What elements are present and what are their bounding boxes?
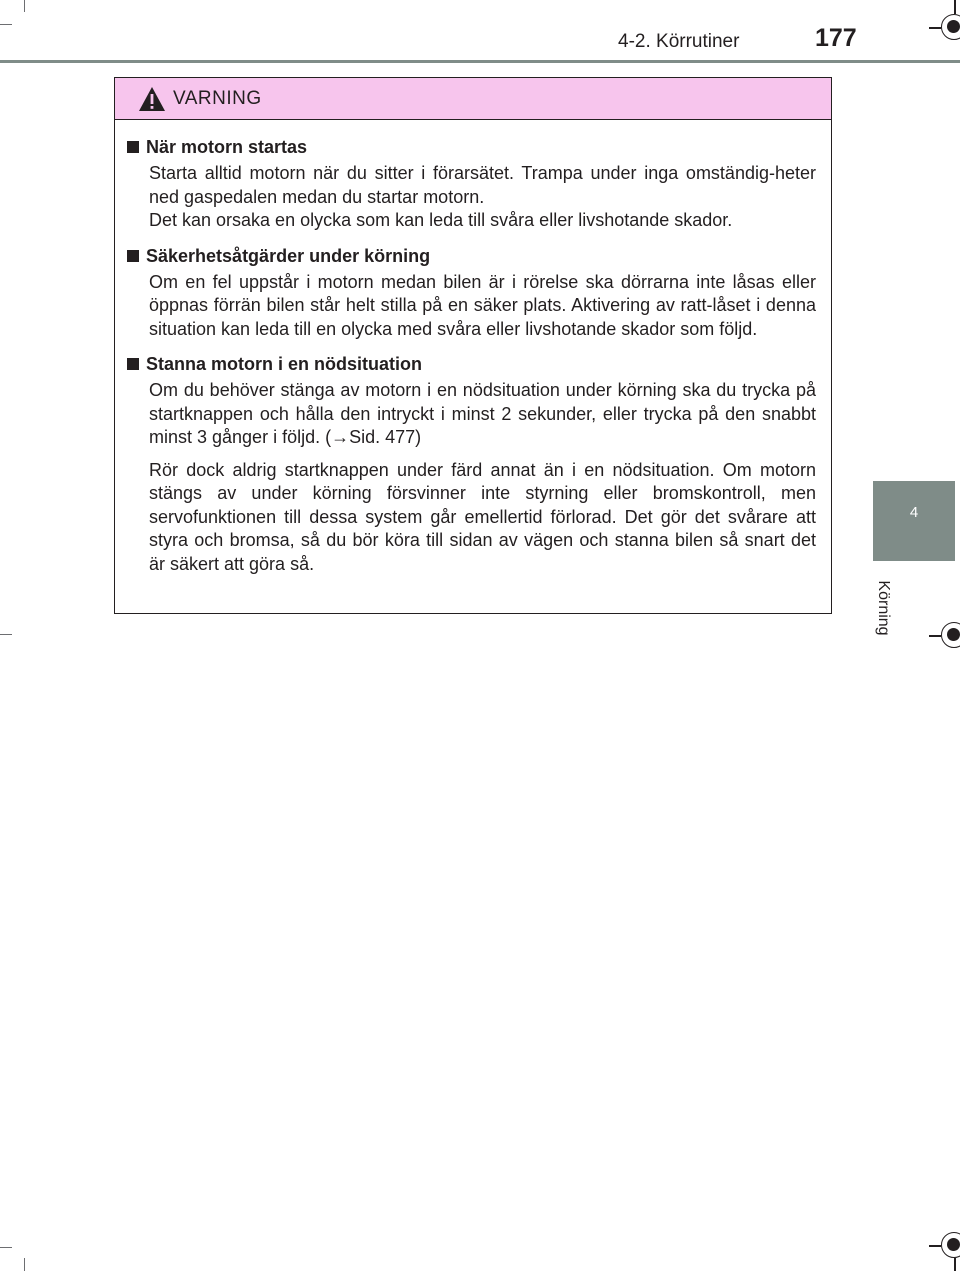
section-paragraph: Det kan orsaka en olycka som kan leda till svåra eller livshotande skador. bbox=[149, 210, 733, 230]
reg-line-top bbox=[954, 0, 956, 14]
warning-section bbox=[127, 134, 816, 233]
chapter-label: Körning bbox=[875, 580, 892, 636]
crop-mark-bottom-left bbox=[0, 1247, 12, 1248]
warning-header bbox=[115, 78, 831, 120]
square-bullet-icon bbox=[127, 141, 139, 153]
page-number: 177 bbox=[815, 24, 857, 52]
warning-triangle-icon bbox=[138, 86, 166, 112]
section-heading-text: Stanna motorn i en nödsituation bbox=[146, 354, 422, 374]
warning-section bbox=[127, 351, 816, 576]
section-paragraph: Om en fel uppstår i motorn medan bilen är i rörelse ska dörrarna inte låsas eller öppnas förrän bilen står helt stilla på en säker plats. Aktivering av ratt-låset i denna situation kan leda till en olycka med svåra eller livshotande skador som följd. bbox=[149, 271, 816, 339]
running-header-section: 4-2. Körrutiner bbox=[618, 31, 740, 52]
reg-line-top-h bbox=[929, 27, 941, 29]
section-heading bbox=[127, 134, 816, 160]
section-paragraph: Rör dock aldrig startknappen under färd annat än i en nödsituation. Om motorn stängs av under körning försvinner inte styrning eller bromskontroll, men servofunktionen till dessa system går emellertid förlorad. Det gör det svårare att styra och bromsa, så du bör köra till sidan av vägen och stanna bilen så snart det är säkert att göra så. bbox=[149, 459, 816, 574]
section-heading bbox=[127, 351, 816, 377]
section-paragraph: Starta alltid motorn när du sitter i förarsätet. Trampa under inga omständig-heter ned gaspedalen medan du startar motorn. bbox=[149, 163, 816, 207]
reg-line-mid-h bbox=[929, 635, 941, 637]
warning-box bbox=[114, 77, 832, 614]
reg-line-bottom bbox=[954, 1258, 956, 1271]
section-heading bbox=[127, 243, 816, 269]
registration-mark-top bbox=[941, 14, 960, 40]
crop-mark-top-left bbox=[0, 24, 12, 25]
registration-mark-bottom bbox=[941, 1232, 960, 1258]
registration-mark-middle bbox=[941, 622, 960, 648]
header-rule bbox=[0, 60, 960, 63]
chapter-tab: 4 bbox=[873, 481, 955, 561]
section-paragraph: Om du behöver stänga av motorn i en nödsituation under körning ska du trycka på startknappen och hålla den intryckt i minst 2 sekunder, eller trycka på den snabbt minst 3 gånger i följd. (→Sid. 477) bbox=[149, 380, 816, 447]
crop-mark-mid-left bbox=[0, 634, 12, 635]
warning-title: VARNING bbox=[173, 88, 262, 109]
section-heading-text: Säkerhetsåtgärder under körning bbox=[146, 245, 431, 266]
reg-line-bottom-h bbox=[929, 1245, 941, 1247]
warning-section bbox=[127, 243, 816, 342]
square-bullet-icon bbox=[127, 358, 139, 370]
crop-mark-bottom-left-v bbox=[24, 1258, 25, 1271]
warning-body bbox=[115, 120, 831, 576]
section-heading-text: När motorn startas bbox=[146, 137, 308, 157]
square-bullet-icon bbox=[127, 250, 139, 262]
crop-mark-top-left-v bbox=[24, 0, 25, 12]
